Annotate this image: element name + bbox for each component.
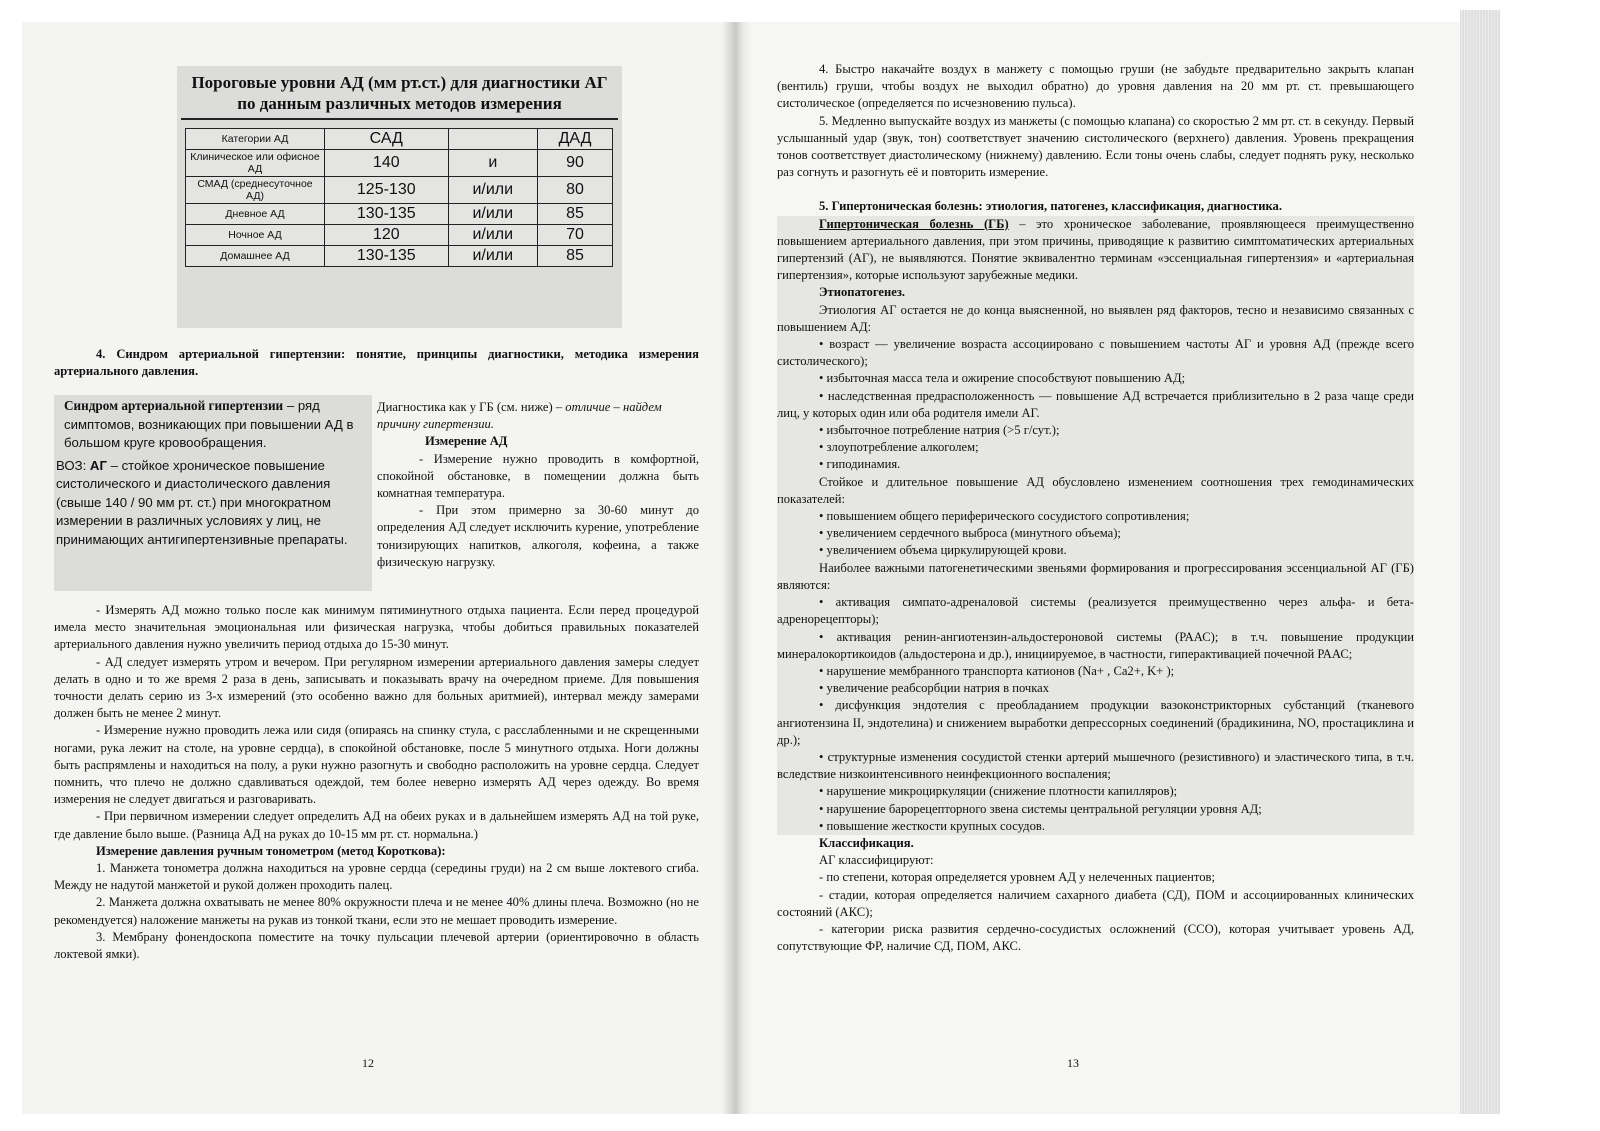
measurement-side-column — [377, 399, 699, 571]
syndrome-definition-box — [54, 395, 372, 591]
table-cell: 70 — [538, 225, 613, 246]
diagnostics-note — [377, 399, 699, 433]
classification-item: - категории риска развития сердечно-сосудистых осложнений (ССО), которая учитывает уровень АД, сопутствующие ФР, наличие СД, ПОМ, АКС. — [777, 921, 1414, 954]
table-cell: и — [448, 150, 537, 177]
hemodynamics-item: • увеличением сердечного выброса (минутного объема); — [819, 526, 1121, 541]
table-header-cell: ДАД — [538, 129, 613, 150]
classification-item: - стадии, которая определяется наличием сахарного диабета (СД), ПОМ и ассоциированных клинических состояний (АКС); — [777, 887, 1414, 919]
section-5-heading: 5. Гипертоническая болезнь: этиология, патогенез, классификация, диагностика. — [819, 199, 1282, 214]
table-row — [186, 246, 613, 267]
hemodynamics-intro: Стойкое и длительное повышение АД обусловлено изменением соотношения трех гемодинамических показателей: — [777, 474, 1414, 506]
table-title: Пороговые уровни АД (мм рт.ст.) для диагностики АГ по данным различных методов измерения — [191, 73, 608, 113]
pathogenesis-item: • увеличение реабсорбции натрия в почках — [819, 681, 1050, 696]
table-cell: 80 — [538, 177, 613, 204]
hemodynamics-item: • увеличением объема циркулирующей крови. — [819, 543, 1067, 558]
body-paragraph: - Измерять АД можно только после как минимум пятиминутного отдыха пациента. Если перед процедурой имела место значительная эмоциональная или физическая нагрузка, чтобы добиться правильных показателей артериального давления нужно увеличить период отдыха до 15-30 минут. — [54, 603, 699, 652]
korotkov-step: 4. Быстро накачайте воздух в манжету с помощью груши (не забудьте предварительно закрыть клапан (вентиль) груши, чтобы воздух не выходил обратно) до уровня давления на 20 мм рт. ст. превышающего систолическое (определяется по исчезновению пульса). — [777, 62, 1414, 111]
syndrome-definition — [54, 395, 372, 453]
korotkov-step: 5. Медленно выпускайте воздух из манжеты (с помощью клапана) со скоростью 2 мм рт. ст. в секунду. Первый услышанный удар (звук, тон) соответствует значению систолического (верхнего) давления. Уровень прекращения тонов соответствует диастолическому (нижнему) давлению. Если тоны очень слабы, следует поднять руку, несколько раз согнуть и разогнуть её и повторить измерение. — [777, 113, 1414, 180]
table-cell: Ночное АД — [186, 225, 325, 246]
syndrome-title: Синдром артериальной гипертензии — [64, 398, 284, 413]
table-cell: 120 — [325, 225, 449, 246]
table-cell: СМАД (среднесуточное АД) — [186, 177, 325, 204]
who-term: АГ — [89, 457, 107, 473]
table-row — [186, 150, 613, 177]
right-page — [737, 22, 1460, 1114]
table-cell: 130-135 — [325, 204, 449, 225]
etiology-item: • избыточная масса тела и ожирение способствуют повышению АД; — [819, 371, 1186, 386]
hemodynamics-item: • повышением общего периферического сосудистого сопротивления; — [819, 509, 1190, 524]
pathogenesis-item: • нарушение мембранного транспорта катионов (Na+ , Ca2+, K+ ); — [819, 663, 1175, 678]
etiology-item: • возраст — увеличение возраста ассоциировано с повышением частоты АГ и уровня АД (прежде всего систолического); — [777, 337, 1414, 369]
diagnostics-difference: отличие – найдем причину гипертензии. — [377, 400, 662, 432]
table-cell: 130-135 — [325, 246, 449, 267]
pathogenesis-item: • повышение жесткости крупных сосудов. — [819, 818, 1045, 833]
etiology-intro: Этиология АГ остается не до конца выясненной, но выявлен ряд факторов, тесно и независимо связанных с повышением АД: — [777, 302, 1414, 334]
table-header-cell: САД — [325, 129, 449, 150]
body-paragraph: - При первичном измерении следует определить АД на обеих руках и в дальнейшем измерять АД на той руке, где давление было выше. (Разница АД на руках до 10-15 мм рт. ст. нормальна.) — [54, 809, 699, 841]
table-cell: и/или — [448, 246, 537, 267]
pathogenesis-item: • нарушение барорецепторного звена системы центральной регуляции уровня АД; — [819, 801, 1262, 816]
korotkov-step: 3. Мембрану фонендоскопа поместите на точку пульсации плечевой артерии (ориентировочно в область локтевой ямки). — [54, 929, 699, 962]
pathogenesis-item: • активация ренин-ангиотензин-альдостероновой системы (РААС); в т.ч. повышение продукции минералокортикоидов (альдостерона и др.), инициируемое, в частности, гиперактивацией почечной РААС; — [777, 629, 1414, 661]
pathogenesis-item: • активация симпато-адреналовой системы (реализуется преимущественно через альфа- и бета-адренорецепторы); — [777, 595, 1414, 627]
table-row — [186, 177, 613, 204]
table-header-row — [186, 129, 613, 150]
who-prefix: ВОЗ: — [56, 457, 90, 473]
book-page-edges — [1460, 10, 1500, 1115]
syndrome-def-text: – ряд симптомов, возникающих при повышении АД в большом круге кровообращения. — [64, 398, 354, 450]
table-cell: и/или — [448, 177, 537, 204]
bp-threshold-table-block — [177, 66, 622, 328]
etiopathogenesis-heading-text: Этиопатогенез — [819, 285, 902, 300]
shaded-block — [777, 216, 1414, 835]
etiology-item: • наследственная предрасположенность — повышение АД встречается приблизительно в 2 раза чаще среди лиц, у которых один или оба родителя имели АГ. — [777, 388, 1414, 420]
table-cell: 85 — [538, 204, 613, 225]
classification-intro: АГ классифицируют: — [819, 853, 934, 868]
table-title-rule — [181, 118, 618, 120]
pathogenesis-item: • структурные изменения сосудистой стенки артерий мышечного (резистивного) и эластического типа, в т.ч. вследствие низкоинтенсивного неинфекционного воспаления; — [777, 749, 1414, 782]
table-row — [186, 225, 613, 246]
scan-bottom-margin — [0, 1114, 1600, 1131]
table-row — [186, 204, 613, 225]
left-page — [22, 22, 737, 1114]
spacer — [777, 181, 1414, 198]
classification-heading: Классификация. — [819, 835, 914, 850]
who-definition — [54, 453, 372, 550]
pathogenesis-intro: Наиболее важными патогенетическими звеньями формирования и прогрессирования эссенциальной АГ (ГБ) являются: — [777, 560, 1414, 592]
book-spine-shadow — [722, 22, 752, 1114]
left-body-text — [54, 602, 699, 963]
body-paragraph: - АД следует измерять утром и вечером. При регулярном измерении артериального давления замеры следует делать в одно и то же время 2 раза в день, записывать и показывать врачу на очередном приеме. Для повышения точности делать серию из 3-х измерений (это особенно важно для больных аритмией), интервал между замерами должен быть не менее 2 минут. — [54, 654, 699, 721]
table-cell: 90 — [538, 150, 613, 177]
classification-heading-text: Классификация — [819, 835, 911, 850]
pathogenesis-item: • нарушение микроциркуляции (снижение плотности капилляров); — [819, 784, 1178, 799]
measurement-paragraph: - Измерение нужно проводить в комфортной, спокойной обстановке, в помещении должна быть комнатная температура. — [377, 451, 699, 501]
measurement-heading: Измерение АД — [425, 434, 508, 449]
gb-term: Гипертоническая болезнь (ГБ) — [819, 216, 1009, 231]
table-cell: 140 — [325, 150, 449, 177]
table-cell: 85 — [538, 246, 613, 267]
measurement-paragraph: - При этом примерно за 30-60 минут до определения АД следует исключить курение, употребление тонизирующих напитков, алкоголя, кофеина, а также физическую нагрузку. — [377, 503, 699, 569]
section-4-heading-block — [54, 346, 699, 380]
gb-definition — [777, 216, 1414, 285]
section-4-heading: 4. Синдром артериальной гипертензии: понятие, принципы диагностики, методика измерения артериального давления. — [54, 347, 699, 379]
table-cell: и/или — [448, 204, 537, 225]
etiology-item: • избыточное потребление натрия (>5 г/сут.); — [819, 423, 1060, 438]
table-cell: Домашнее АД — [186, 246, 325, 267]
table-header-cell: Категории АД — [186, 129, 325, 150]
bp-threshold-table — [185, 128, 613, 267]
body-paragraph: - Измерение нужно проводить лежа или сидя (опираясь на спинку стула, с расслабленными и не скрещенными ногами, рука лежит на столе, на уровне сердца), в спокойной обстановке, после 5 минутного отдыха. Ноги должны быть распрямлены и находиться на полу, а руки нужно разогнуть и свободно расположить на уровне сердца. Следует помнить, что плечо не должно сдавливаться одеждой, тем более неверно измерять АД через одежду. Во время измерения не следует двигаться и разговаривать. — [54, 723, 699, 807]
korotkov-heading: Измерение давления ручным тонометром (метод Короткова): — [96, 843, 446, 858]
gb-def-text: – это хроническое заболевание, проявляющееся преимущественно повышением артериального давления, при этом причины, приводящие к развитию симптоматических артериальных гипертензий (АГ), не выявляются. Понятие эквивалентно терминам «эссенциальная гипертензия» и «артериальная гипертензия», которые используют зарубежные медики. — [777, 216, 1414, 283]
classification-item: - по степени, которая определяется уровнем АД у нелеченных пациентов; — [819, 870, 1215, 885]
table-header-cell — [448, 129, 537, 150]
table-cell: 125-130 — [325, 177, 449, 204]
etiology-item: • гиподинамия. — [819, 457, 901, 472]
etiopathogenesis-heading: Этиопатогенез. — [819, 285, 906, 300]
korotkov-step: 2. Манжета должна охватывать не менее 80% окружности плеча и не менее 40% длины плеча. Возможно (но не рекомендуется) наложение манжеты на рукав из тонкой ткани, если это не мешает проводить измерение. — [54, 895, 699, 927]
table-cell: и/или — [448, 225, 537, 246]
page-number: 13 — [1067, 1056, 1079, 1070]
pathogenesis-item: • дисфункция эндотелия с преобладанием продукции вазоконстрикторных субстанций (тканевого ангиотензина II, эндотелина) и снижением выработки депрессорных соединений (брадикинина, NO, простациклина и др.); — [777, 698, 1414, 747]
etiology-item: • злоупотребление алкоголем; — [819, 440, 979, 455]
korotkov-step: 1. Манжета тонометра должна находиться на уровне сердца (середины груди) на 2 см выше локтевого сгиба. Между не надутой манжетой и рукой должен проходить палец. — [54, 861, 699, 893]
who-text: – стойкое хроническое повышение систолического и диастолического давления (свыше 140 / 90 мм рт. ст.) при многократном измерении в различных условиях у лиц, не принимающих антигипертензивные препараты. — [56, 457, 348, 547]
table-cell: Клиническое или офисное АД — [186, 150, 325, 177]
right-body-text — [777, 61, 1414, 955]
page-number: 12 — [362, 1056, 374, 1070]
table-cell: Дневное АД — [186, 204, 325, 225]
diagnostics-text: Диагностика как у ГБ (см. ниже) – — [377, 400, 566, 414]
